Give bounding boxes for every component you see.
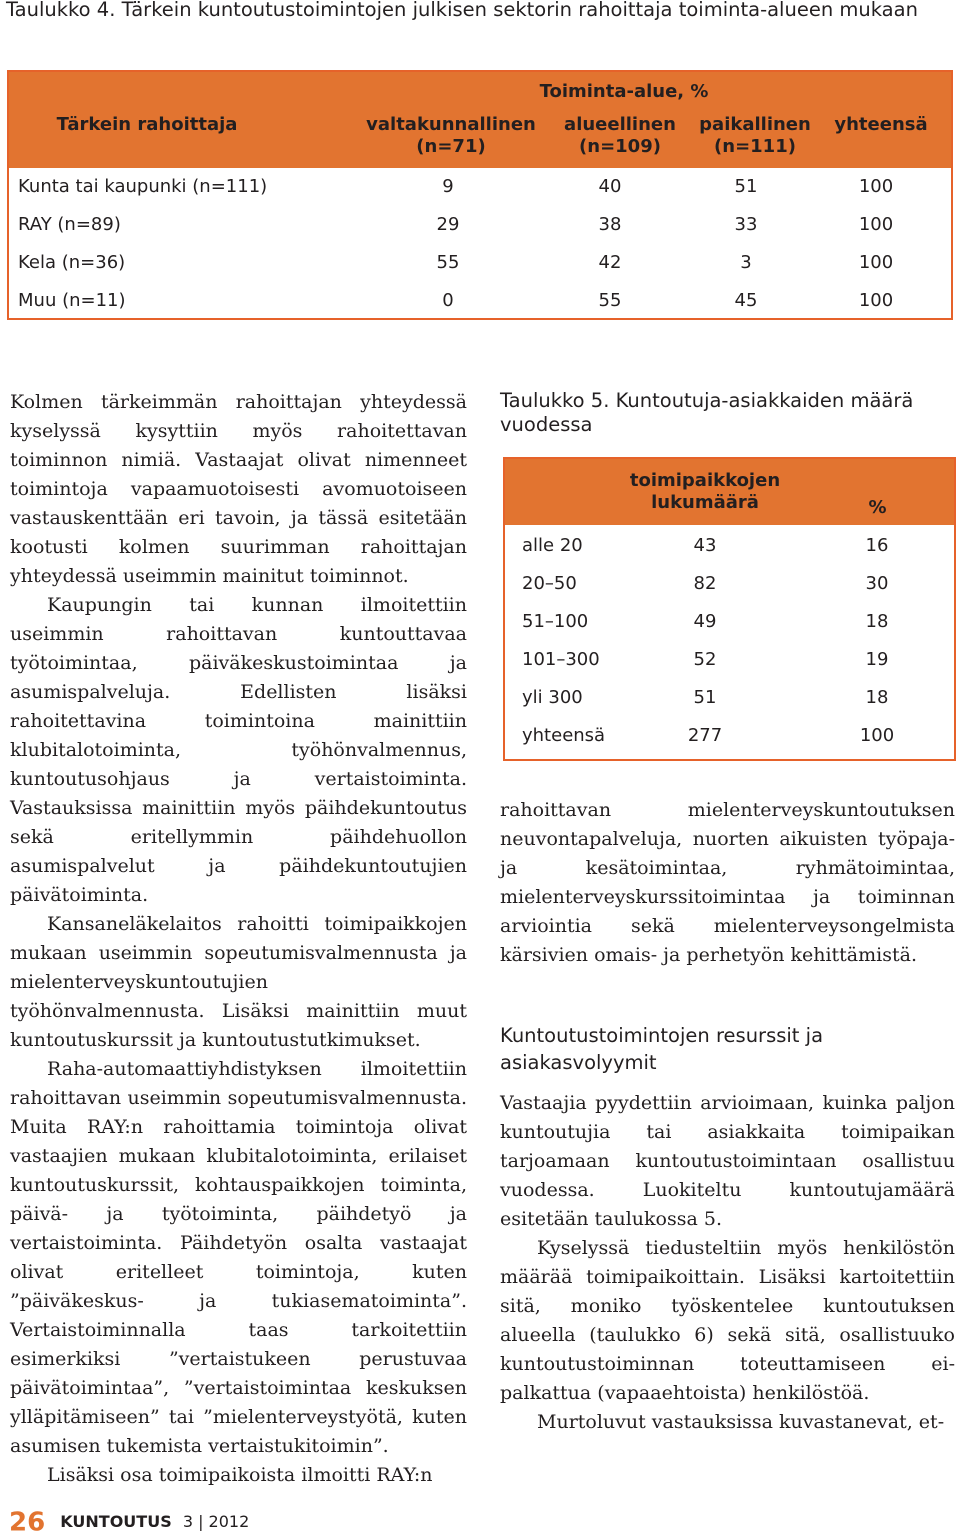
- table4-cell-label: RAY (n=89): [18, 214, 121, 235]
- left-paragraph-2: Kaupungin tai kunnan ilmoitettiin useimmin rahoittavan kuntouttavaa työtoimintaa, päiväkeskustoimintaa ja asumispalveluja. Edellisten lisäksi rahoitettavina toimintoina mainittiin klubitalotoiminta, työhönvalmennus, kuntoutusohjaus ja vertaistoiminta. Vastauksissa mainittiin myös päihdekuntoutus sekä eritellymmin päihdehuollon asumispalvelut ja päihdekuntoutujien päivätoiminta.: [10, 594, 467, 906]
- journal-name: KUNTOUTUS: [60, 1512, 172, 1531]
- table5-cell-label: 101–300: [522, 649, 600, 670]
- table4-cell-local: 33: [734, 214, 758, 235]
- left-paragraph-5: Lisäksi osa toimipaikoista ilmoitti RAY:n: [47, 1464, 433, 1486]
- right-paragraph-2: Vastaajia pyydettiin arvioimaan, kuinka paljon kuntoutujia tai asiakkaita toimipaikan tarjoamaan kuntoutustoimintaan osallistuu vuodessa. Luokiteltu kuntoutujamäärä esitetään taulukossa 5.: [500, 1092, 955, 1230]
- table4-cell-total: 100: [858, 214, 894, 235]
- table4-cell-total: 100: [858, 290, 894, 311]
- issue-label: 3 | 2012: [182, 1512, 250, 1531]
- table5-header-count: [620, 470, 790, 514]
- table4-header-local-n: (n=111): [714, 136, 796, 157]
- table5: [503, 457, 956, 761]
- table5-cell-label: yli 300: [522, 687, 583, 708]
- table4: [7, 70, 953, 320]
- table-row: [9, 206, 951, 244]
- table4-cell-regional: 42: [598, 252, 622, 273]
- table4-header-group: Toiminta-alue, %: [539, 81, 709, 102]
- right-column-bottom: [500, 1089, 955, 1437]
- table5-header-percent: %: [868, 497, 887, 518]
- table4-caption: Taulukko 4. Tärkein kuntoutustoimintojen julkisen sektorin rahoittaja toiminta-alueen mukaan: [6, 0, 918, 21]
- table4-header-national-label: valtakunnallinen: [366, 114, 536, 135]
- table5-caption: Taulukko 5. Kuntoutuja-asiakkaiden määrä vuodessa: [500, 389, 914, 436]
- table5-cell-count: 52: [693, 649, 717, 670]
- table-row: [505, 527, 954, 565]
- table4-header-national-n: (n=71): [416, 136, 486, 157]
- table5-cell-percent: 19: [865, 649, 889, 670]
- table5-cell-count: 43: [693, 535, 717, 556]
- page-footer: [9, 1507, 250, 1538]
- table4-cell-label: Muu (n=11): [18, 290, 126, 311]
- table5-cell-percent: 16: [865, 535, 889, 556]
- table4-header-total: yhteensä: [834, 114, 928, 135]
- table4-header-regional: [550, 114, 690, 158]
- table4-cell-local: 3: [740, 252, 752, 273]
- table5-cell-percent: 18: [865, 611, 889, 632]
- table4-cell-total: 100: [858, 252, 894, 273]
- table5-cell-percent: 100: [859, 725, 895, 746]
- right-paragraph-1: rahoittavan mielenterveyskuntoutuksen neuvontapalveluja, nuorten aikuisten työpaja- ja kesätoimintaa, ryhmätoimintaa, mielenterveyskurssitoimintaa ja toiminnan arviointia sekä mielenterveysongelmista kärsivien omais- ja perhetyön kehittämistä.: [500, 799, 955, 966]
- table-row: [505, 679, 954, 717]
- table4-cell-total: 100: [858, 176, 894, 197]
- right-paragraph-4: Murtoluvut vastauksissa kuvastanevat, et-: [537, 1411, 945, 1433]
- table4-cell-national: 9: [442, 176, 454, 197]
- table4-cell-regional: 55: [598, 290, 622, 311]
- table5-header-count-line1: toimipaikkojen: [629, 470, 781, 491]
- left-paragraph-1: Kolmen tärkeimmän rahoittajan yhteydessä kyselyssä kysyttiin myös rahoitettavan toiminnon nimiä. Vastaajat olivat nimenneet toimintoja vapaamuotoisesti avomuotoiseen vastauskenttään eri tavoin, ja tässä esitetään kootusti kolmen suurimman rahoittajan yhteydessä useimmin mainitut toiminnot.: [10, 391, 467, 587]
- page-number: 26: [9, 1507, 46, 1538]
- left-paragraph-4: Raha-automaattiyhdistyksen ilmoitettiin rahoittavan useimmin sopeutumisvalmennusta. Muita RAY:n rahoittamia toimintoja olivat vastaajien mukaan klubitalotoiminta, erilaiset kuntoutuskurssit, kohtauspaikkojen toiminta, päivä- ja työtoiminta, päihdetyö ja vertaistoiminta. Päihdetyön osalta vastaajat olivat eritelleet toimintoja, kuten ”päiväkeskus- ja tukiasematoiminta”. Vertaistoiminnalla taas tarkoitettiin esimerkiksi ”vertaistukeen perustuvaa päivätoimintaa”, ”vertaistoimintaa keskuksen ylläpitämiseen” tai ”mielenterveystyötä, kuten asumisen tukemista vertaistukitoimin”.: [10, 1058, 467, 1457]
- table5-header-count-line2: lukumäärä: [651, 492, 759, 513]
- table4-cell-regional: 38: [598, 214, 622, 235]
- table-row: [505, 641, 954, 679]
- table4-header-local: [685, 114, 825, 158]
- table5-cell-count: 82: [693, 573, 717, 594]
- right-paragraph-3: Kyselyssä tiedusteltiin myös henkilöstön määrää toimipaikoittain. Lisäksi kartoitettiin sitä, moniko työskentelee kuntoutuksen alueella (taulukko 6) sekä sitä, osallistuuko kuntoutustoiminnan toteuttamiseen ei-palkattua (vapaaehtoista) henkilöstöä.: [500, 1237, 955, 1404]
- table4-cell-national: 0: [442, 290, 454, 311]
- table-row: [505, 565, 954, 603]
- table4-cell-label: Kunta tai kaupunki (n=111): [18, 176, 268, 197]
- table-row: [9, 282, 951, 320]
- right-column-top: [500, 796, 955, 970]
- table4-cell-national: 55: [436, 252, 460, 273]
- table4-header-funder: Tärkein rahoittaja: [56, 114, 238, 135]
- table5-cell-count: 277: [687, 725, 723, 746]
- table-row: [9, 244, 951, 282]
- table5-header: [505, 459, 954, 525]
- table4-cell-local: 45: [734, 290, 758, 311]
- table-row: [505, 717, 954, 755]
- table5-cell-label: alle 20: [522, 535, 583, 556]
- table4-header-regional-n: (n=109): [579, 136, 661, 157]
- table5-cell-label: yhteensä: [522, 725, 606, 746]
- table4-header-local-label: paikallinen: [699, 114, 811, 135]
- table4-cell-national: 29: [436, 214, 460, 235]
- table4-cell-local: 51: [734, 176, 758, 197]
- table4-cell-label: Kela (n=36): [18, 252, 126, 273]
- table5-cell-percent: 30: [865, 573, 889, 594]
- section-heading: Kuntoutustoimintojen resurssit ja asiakasvolyymit: [500, 1024, 824, 1074]
- left-column: [10, 388, 467, 1490]
- table5-cell-count: 51: [693, 687, 717, 708]
- table-row: [9, 168, 951, 206]
- table-row: [505, 603, 954, 641]
- table5-cell-label: 20–50: [522, 573, 577, 594]
- table4-header-regional-label: alueellinen: [564, 114, 676, 135]
- table5-cell-label: 51–100: [522, 611, 589, 632]
- table5-cell-count: 49: [693, 611, 717, 632]
- table4-header-national: [361, 114, 541, 158]
- table4-cell-regional: 40: [598, 176, 622, 197]
- table4-header: [9, 72, 951, 168]
- table5-cell-percent: 18: [865, 687, 889, 708]
- left-paragraph-3: Kansaneläkelaitos rahoitti toimipaikkojen mukaan useimmin sopeutumisvalmennusta ja mielenterveyskuntoutujien työhönvalmennusta. Lisäksi mainittiin muut kuntoutuskurssit ja kuntoutustutkimukset.: [10, 913, 467, 1051]
